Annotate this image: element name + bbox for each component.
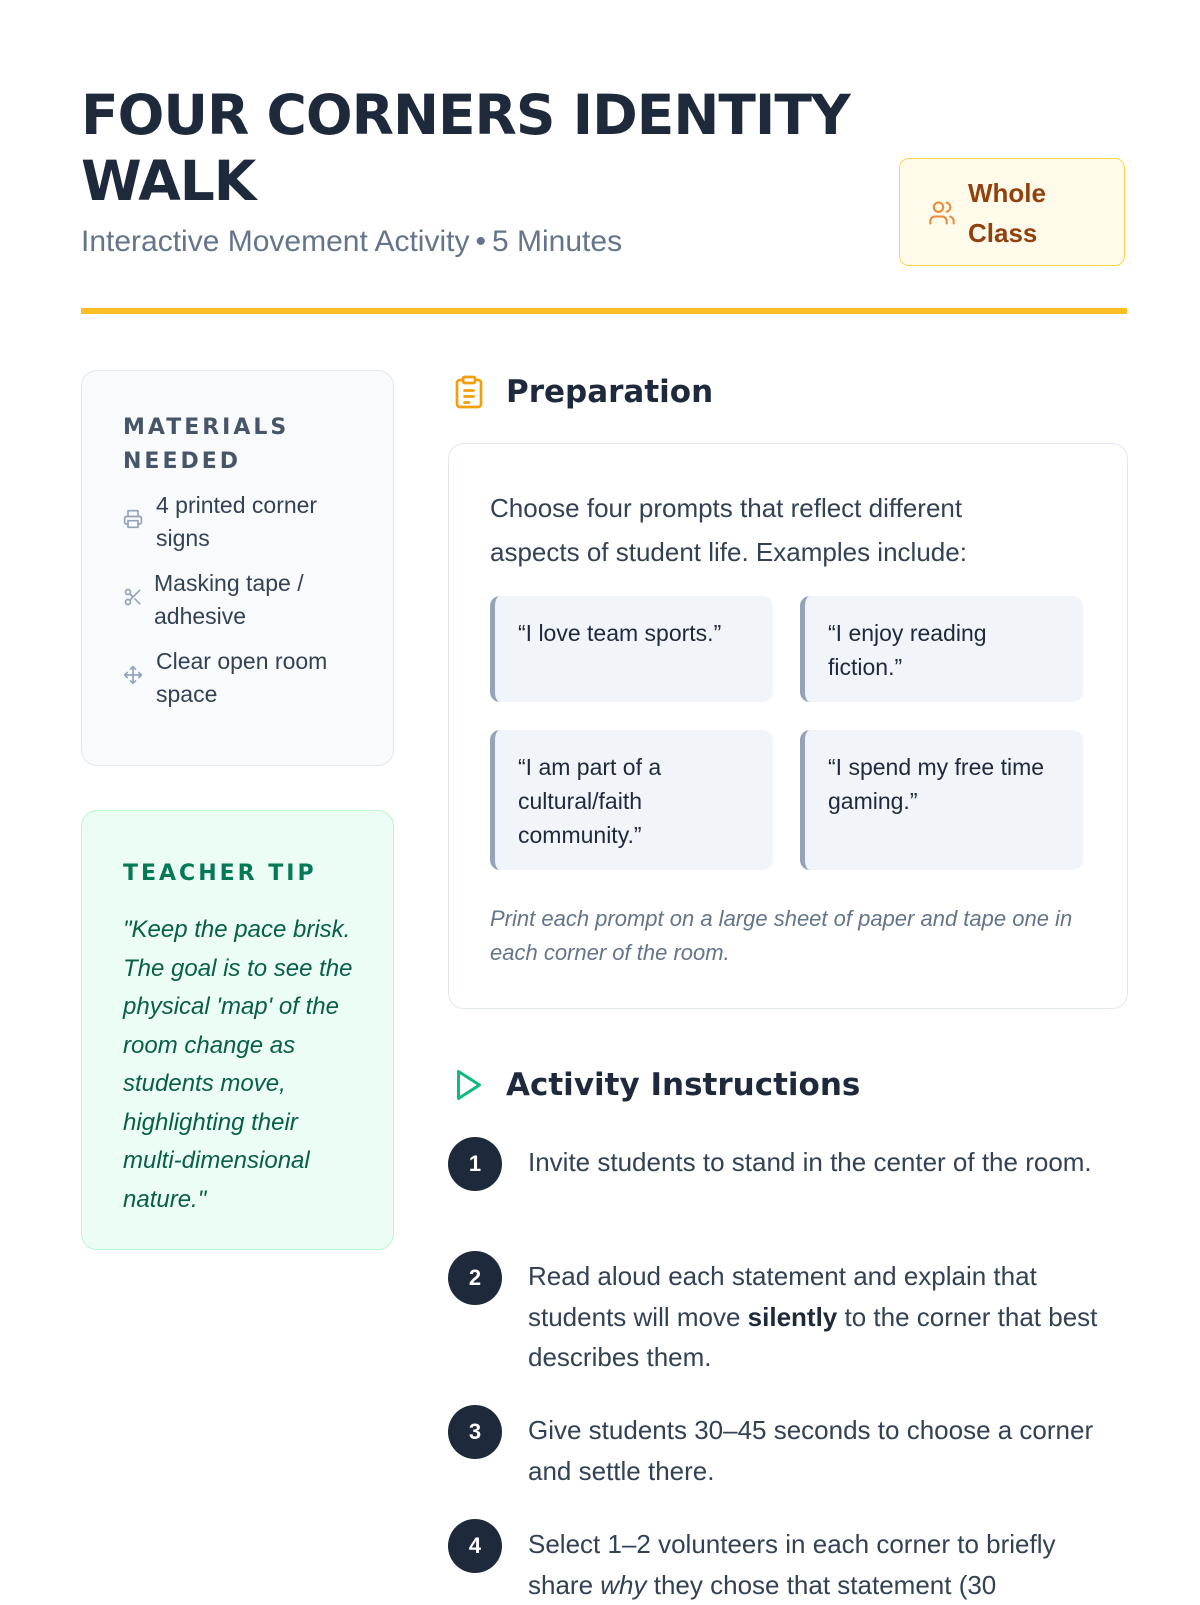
material-text: Clear open room space	[156, 648, 328, 707]
materials-heading: MATERIALS NEEDED	[123, 415, 290, 474]
step-text-part: they chose that statement (30	[646, 1569, 997, 1600]
teacher-tip-card	[81, 810, 394, 1250]
group-size-badge	[899, 158, 1125, 266]
step-text: Give students 30–45 seconds to choose a corner and settle there.	[528, 1415, 1094, 1486]
preparation-intro: Choose four prompts that reflect different aspects of student life. Examples include:	[490, 493, 967, 567]
step-number: 3	[448, 1405, 502, 1459]
teacher-tip-quote: "Keep the pace brisk. The goal is to see the physical 'map' of the room change as students move, highlighting their multi-dimensional nature."	[123, 916, 353, 1213]
prompt-card: “I am part of a cultural/faith community.”	[490, 730, 773, 870]
step-text-emphasis: why	[600, 1569, 647, 1600]
users-icon	[928, 199, 956, 227]
step-text: Invite students to stand in the center of the room.	[528, 1147, 1092, 1177]
subtitle-duration: 5 Minutes	[492, 225, 623, 258]
step-text-part: Select 1–2 volunteers in each corner to briefly share	[528, 1529, 1056, 1600]
page-subtitle	[81, 222, 622, 262]
step-number: 1	[448, 1137, 502, 1191]
printer-icon	[123, 509, 143, 529]
step-number: 2	[448, 1251, 502, 1305]
subtitle-activity-type: Interactive Movement Activity	[81, 225, 470, 258]
step-text-emphasis: silently	[747, 1301, 838, 1332]
subtitle-separator: •	[475, 225, 486, 258]
preparation-note: Print each prompt on a large sheet of paper and tape one in each corner of the room.	[490, 906, 1073, 965]
group-size-label: Whole Class	[968, 178, 1046, 248]
preparation-title: Preparation	[506, 374, 714, 410]
instructions-title: Activity Instructions	[506, 1067, 861, 1103]
page-title: FOUR CORNERS IDENTITY WALK	[81, 83, 850, 213]
prompt-card: “I love team sports.”	[490, 596, 773, 702]
prompt-card: “I enjoy reading fiction.”	[800, 596, 1083, 702]
scissors-icon	[123, 587, 143, 607]
material-text: 4 printed corner signs	[156, 492, 318, 551]
materials-card	[81, 370, 394, 766]
prompt-card: “I spend my free time gaming.”	[800, 730, 1083, 870]
step-text-part: Read aloud each statement and explain that students will move	[528, 1261, 1037, 1332]
step-text	[528, 1256, 1118, 1378]
step-text	[528, 1524, 1118, 1605]
move-icon	[123, 665, 143, 685]
step-number: 4	[448, 1519, 502, 1573]
lesson-page	[81, 0, 1127, 1600]
clipboard-icon	[451, 372, 487, 412]
header-divider	[81, 308, 1127, 314]
preparation-card	[448, 443, 1128, 1009]
step-text-part: to the corner that best describes them.	[528, 1301, 1098, 1372]
material-text: Masking tape / adhesive	[154, 570, 304, 629]
play-icon	[451, 1065, 487, 1105]
teacher-tip-heading: TEACHER TIP	[123, 861, 317, 886]
